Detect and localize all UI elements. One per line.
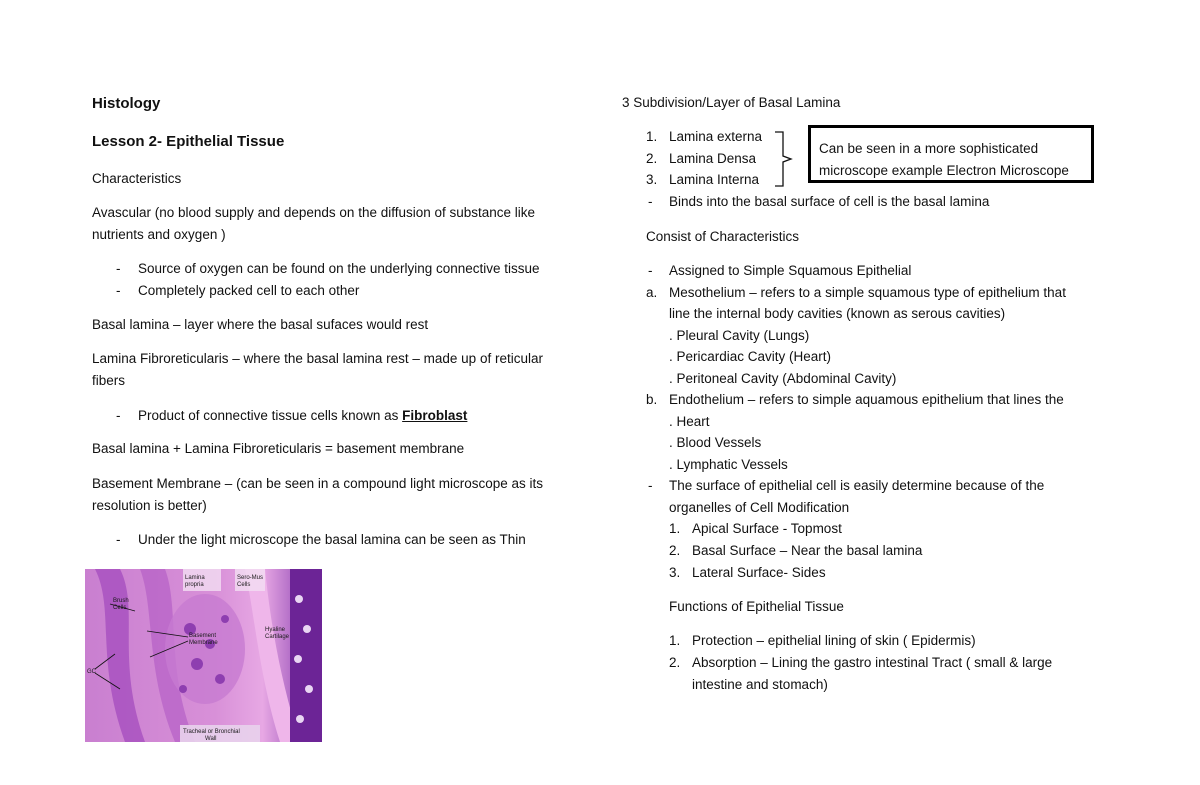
layer-number: 2. (646, 151, 658, 166)
bullet-dash: - (116, 261, 121, 276)
lesson-title: Lesson 2- Epithelial Tissue (92, 133, 285, 150)
bullet-dash: - (648, 194, 653, 209)
product-text: Product of connective tissue cells known as (138, 408, 403, 423)
function-absorption-cont: intestine and stomach) (692, 677, 828, 692)
endothelium-line-1: Endothelium – refers to simple aquamous epithelium that lines the (669, 392, 1064, 407)
endo-item-lymphatic: . Lymphatic Vessels (669, 457, 788, 472)
bullet-dash: - (116, 283, 121, 298)
label-cartilage: Cartilage (265, 634, 290, 640)
surface-basal: Basal Surface – Near the basal lamina (692, 543, 923, 558)
bullet-thin: Under the light microscope the basal lamina can be seen as Thin (138, 532, 526, 547)
basement-line-2: resolution is better) (92, 498, 207, 513)
meso-item-peritoneal: . Peritoneal Cavity (Abdominal Cavity) (669, 371, 897, 386)
caption-line-1: Tracheal or Bronchial (183, 729, 240, 735)
label-brush-cells: Cells (113, 605, 127, 611)
avascular-line-2: nutrients and oxygen ) (92, 227, 226, 242)
histology-micrograph (85, 569, 322, 742)
surface-number: 3. (669, 565, 681, 580)
surface-number: 2. (669, 543, 681, 558)
surface-line-1: The surface of epithelial cell is easily determine because of the (669, 478, 1045, 493)
binds-text: Binds into the basal surface of cell is the basal lamina (669, 194, 990, 209)
characteristics-heading: Characteristics (92, 171, 182, 186)
callout-line-1: Can be seen in a more sophisticated (819, 141, 1039, 156)
bullet-oxygen: Source of oxygen can be found on the underlying connective tissue (138, 261, 540, 276)
basement-equation: Basal lamina + Lamina Fibroreticularis = basement membrane (92, 441, 465, 456)
avascular-line-1: Avascular (no blood supply and depends on the diffusion of substance like (92, 205, 536, 220)
label-lamina: Lamina (185, 575, 205, 581)
label-sero-cells: Cells (237, 582, 251, 588)
bullet-dash: - (116, 408, 121, 423)
endo-letter: b. (646, 392, 658, 407)
label-membrane: Membrane (189, 640, 218, 646)
meso-item-pericardiac: . Pericardiac Cavity (Heart) (669, 349, 832, 364)
label-gc: GC (87, 669, 96, 675)
label-basement: Basement (189, 633, 217, 639)
electron-microscope-callout (808, 125, 1094, 183)
callout-line-2: microscope example Electron Microscope (819, 163, 1069, 178)
bullet-dash: - (116, 532, 121, 547)
bullet-packed: Completely packed cell to each other (138, 283, 360, 298)
meso-item-pleural: . Pleural Cavity (Lungs) (669, 328, 810, 343)
surface-number: 1. (669, 521, 681, 536)
endo-item-heart: . Heart (669, 414, 710, 429)
layer-lamina-externa: Lamina externa (669, 129, 763, 144)
consist-heading: Consist of Characteristics (646, 229, 800, 244)
fibroblast-term: Fibroblast (402, 408, 468, 423)
caption-line-2: Wall (205, 736, 217, 742)
document-title: Histology (92, 95, 161, 112)
surface-lateral: Lateral Surface- Sides (692, 565, 826, 580)
function-protection: Protection – epithelial lining of skin ( Epidermis) (692, 633, 976, 648)
surface-line-2: organelles of Cell Modification (669, 500, 850, 515)
mesothelium-line-1: Mesothelium – refers to a simple squamous type of epithelium that (669, 285, 1066, 300)
basement-line-1: Basement Membrane – (can be seen in a compound light microscope as its (92, 476, 543, 491)
bullet-product (138, 408, 467, 423)
layer-lamina-interna: Lamina Interna (669, 172, 760, 187)
mesothelium-line-2: line the internal body cavities (known as serous cavities) (669, 306, 1006, 321)
label-sero: Sero-Mus (237, 575, 264, 581)
layer-lamina-densa: Lamina Densa (669, 151, 757, 166)
layer-number: 3. (646, 172, 658, 187)
functions-heading: Functions of Epithelial Tissue (669, 599, 844, 614)
label-propria: propria (185, 582, 204, 588)
brace-icon (773, 130, 803, 188)
endo-item-blood-vessels: . Blood Vessels (669, 435, 762, 450)
surface-apical: Apical Surface - Topmost (692, 521, 842, 536)
function-number: 2. (669, 655, 681, 670)
layer-number: 1. (646, 129, 658, 144)
fibroreticularis-line-2: fibers (92, 373, 126, 388)
assigned-text: Assigned to Simple Squamous Epithelial (669, 263, 912, 278)
fibroreticularis-line-1: Lamina Fibroreticularis – where the basal lamina rest – made up of reticular (92, 351, 543, 366)
label-hyaline: Hyaline (265, 627, 286, 633)
basal-lamina-definition: Basal lamina – layer where the basal sufaces would rest (92, 317, 429, 332)
function-absorption: Absorption – Lining the gastro intestinal Tract ( small & large (692, 655, 1053, 670)
function-number: 1. (669, 633, 681, 648)
subdivision-heading: 3 Subdivision/Layer of Basal Lamina (622, 95, 841, 110)
meso-letter: a. (646, 285, 658, 300)
bullet-dash: - (648, 478, 653, 493)
bullet-dash: - (648, 263, 653, 278)
label-brush: Brush (113, 598, 129, 604)
